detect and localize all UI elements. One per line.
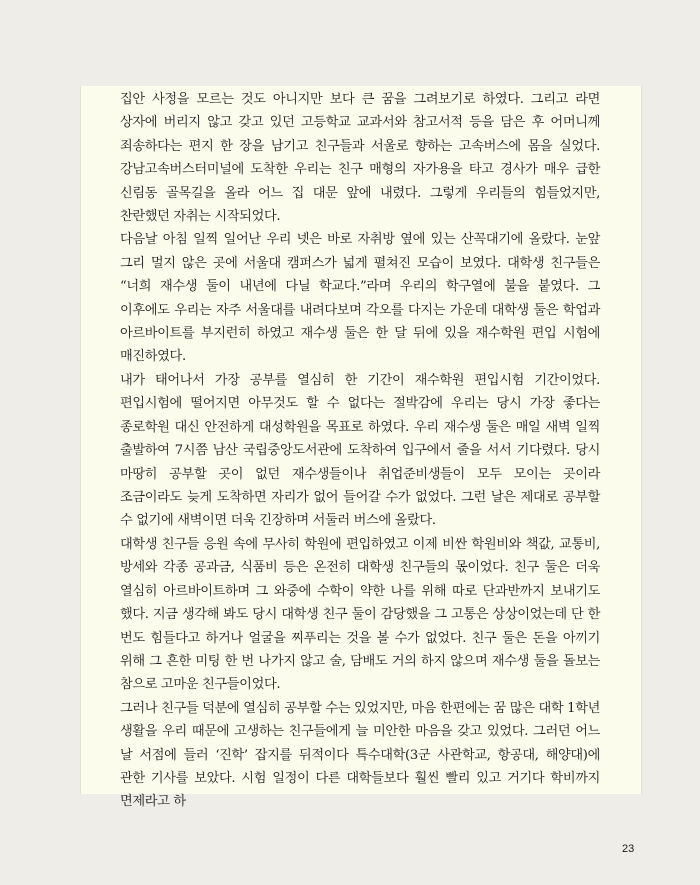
paragraph: 내가 태어나서 가장 공부를 열심히 한 기간이 재수학원 편입시험 기간이었다. 편입시험에 떨어지면 아무것도 할 수 없다는 절박감에 우리는 당시 가장 좋다는 종로학원 대신 안전하게 대성학원을 목표로 하였다. 우리 재수생 둘은 매일 새벽 일찍 출발하여 7시쯤 남산 국립중앙도서관에 도착하여 입구에서 줄을 서서 기다렸다. 당시 마땅히 공부할 곳이 없던 재수생들이나 취업준비생들이 모두 모이는 곳이라 조금이라도 늦게 도착하면 자리가 없어 들어갈 수가 없었다. 그런 날은 제대로 공부할 수 없기에 새벽이면 더욱 긴장하며 서둘러 버스에 올랐다. <box>120 372 600 529</box>
page-number: 23 <box>622 843 635 855</box>
text-block-bottom <box>120 533 600 814</box>
text-block-top <box>120 88 600 533</box>
paragraph: 다음날 아침 일찍 일어난 우리 넷은 바로 자취방 옆에 있는 산꼭대기에 올랐다. 눈앞 그리 멀지 않은 곳에 서울대 캠퍼스가 넓게 펼쳐진 모습이 보였다. 대학생 친구들은 “너희 재수생 둘이 내년에 다닐 학교다.”라며 우리의 학구열에 불을 붙였다. 그 이후에도 우리는 자주 서울대를 내려다보며 각오를 다지는 가운데 대학생 둘은 학업과 아르바이트를 부지런히 하였고 재수생 둘은 한 달 뒤에 있을 재수학원 편입 시험에 매진하였다. <box>120 232 600 365</box>
paragraph: 대학생 친구들 응원 속에 무사히 학원에 편입하였고 이제 비싼 학원비와 책값, 교통비, 방세와 각종 공과금, 식품비 등은 온전히 대학생 친구들의 몫이었다. 친구 둘은 더욱 열심히 아르바이트하며 그 와중에 수학이 약한 나를 위해 따로 단과반까지 보내기도 했다. 지금 생각해 봐도 당시 대학생 친구 둘이 감당했을 그 고통은 상상이었는데 단 한 번도 힘들다고 하거나 얼굴을 찌푸리는 것을 볼 수가 없었다. 친구 둘은 돈을 아끼기 위해 그 흔한 미팅 한 번 나가지 않고 술, 담배도 거의 하지 않으며 재수생 둘을 돌보는 참으로 고마운 친구들이었다. <box>120 537 600 693</box>
paragraph: 그러나 친구들 덕분에 열심히 공부할 수는 있었지만, 마음 한편에는 꿈 많은 대학 1학년 생활을 우리 때문에 고생하는 친구들에게 늘 미안한 마음을 갖고 있었다. 그러던 어느 날 서점에 들러 ‘진학’ 잡지를 뒤적이다 특수대학(3군 사관학교, 항공대, 해양대)에 관한 기사를 보았다. 시험 일정이 다른 대학들보다 훨씬 빨리 있고 거기다 학비까지 면제라고 하 <box>120 700 600 810</box>
paragraph: 집안 사정을 모르는 것도 아니지만 보다 큰 꿈을 그려보기로 하였다. 그리고 라면 상자에 버리지 않고 갖고 있던 고등학교 교과서와 참고서적 등을 담은 후 어머니께 죄송하다는 편지 한 장을 남기고 친구들과 서울로 향하는 고속버스에 몸을 실었다. 강남고속버스터미널에 도착한 우리는 친구 매형의 자가용을 타고 경사가 매우 급한 신림동 골목길을 올라 어느 집 대문 앞에 내렸다. 그렇게 우리들의 힘들었지만, 찬란했던 자취는 시작되었다. <box>120 92 600 225</box>
